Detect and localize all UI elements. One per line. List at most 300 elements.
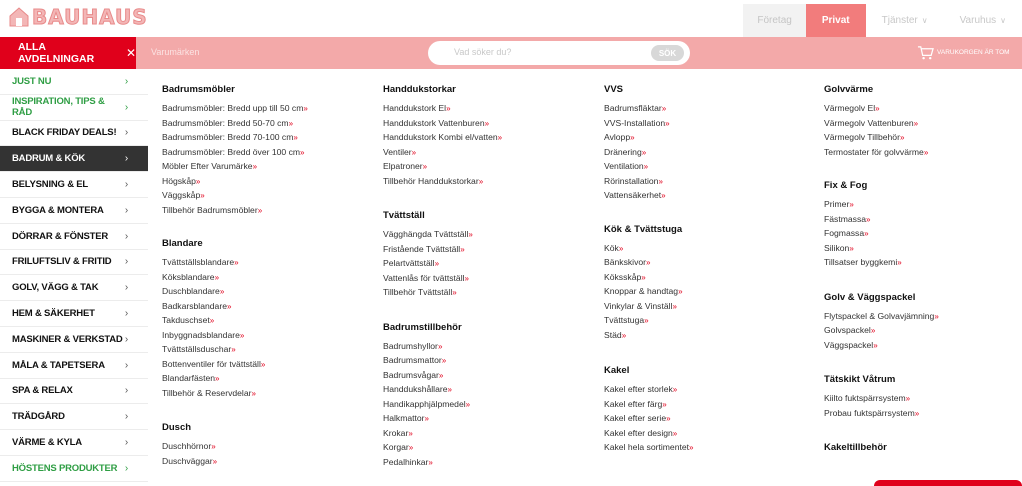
menu-link-label: Pelartvättställ (383, 258, 435, 268)
chevron-right-icon: › (124, 308, 128, 320)
menu-link[interactable] (162, 175, 372, 190)
double-chevron-icon: » (643, 162, 649, 171)
menu-link-label: Handdukshållare (383, 384, 448, 394)
menu-link-label: Avlopp (604, 132, 631, 142)
menu-link[interactable] (383, 286, 593, 301)
menu-section (824, 180, 1022, 271)
cart-label: VARUKORGEN ÄR TOM (937, 49, 1010, 56)
menu-link-label: Ventiler (383, 146, 412, 157)
menu-link-label: Dränering (604, 146, 642, 157)
double-chevron-icon: » (899, 133, 905, 142)
menu-column (162, 79, 372, 469)
menu-link[interactable] (383, 427, 593, 442)
double-chevron-icon: » (672, 385, 678, 394)
house-logo-icon (8, 6, 30, 28)
menu-column (824, 79, 1022, 460)
menu-link[interactable] (162, 300, 372, 315)
menu-link[interactable] (604, 102, 814, 117)
menu-link[interactable] (162, 387, 372, 402)
double-chevron-icon: » (408, 428, 413, 438)
menu-link[interactable] (383, 441, 593, 456)
double-chevron-icon: » (914, 408, 920, 418)
menu-link-label: Köksblandare (162, 271, 215, 282)
menu-section-title[interactable]: Dusch (162, 422, 192, 433)
menu-link-label: Möbler Efter Varumärke (162, 161, 253, 171)
sidebar-item[interactable] (0, 95, 148, 121)
menu-section-title[interactable]: Handdukstorkar (383, 84, 456, 95)
sidebar-item-label: FRILUFTSLIV & FRITID (12, 256, 112, 268)
double-chevron-icon: » (646, 258, 651, 267)
double-chevron-icon: » (303, 104, 308, 113)
menu-link-label: Blandarfästen (162, 373, 216, 383)
menu-link[interactable] (604, 329, 814, 344)
menu-section (604, 224, 814, 344)
menu-section (604, 84, 814, 204)
chevron-right-icon: › (124, 282, 128, 294)
double-chevron-icon: » (215, 374, 220, 383)
menu-section (604, 365, 814, 456)
menu-link[interactable] (604, 285, 814, 300)
sidebar-item[interactable] (0, 430, 148, 456)
search-input[interactable]: Vad söker du? (454, 47, 512, 57)
double-chevron-icon: » (422, 162, 428, 171)
double-chevron-icon: » (252, 162, 258, 171)
menu-link-label: Kiilto fuktspärrsystem (824, 393, 906, 403)
menu-link[interactable] (383, 160, 593, 175)
menu-section (162, 238, 372, 401)
sidebar-item-label: BELYSNING & EL (12, 179, 89, 191)
double-chevron-icon: » (300, 147, 305, 157)
menu-link[interactable] (162, 271, 372, 286)
menu-link[interactable] (162, 343, 372, 358)
menu-link[interactable] (824, 213, 1022, 228)
sidebar-item[interactable] (0, 301, 148, 327)
top-navigation (743, 4, 1022, 37)
menu-link-label: Värmegolv El (824, 103, 876, 113)
double-chevron-icon: » (434, 259, 440, 268)
menu-link[interactable] (383, 456, 593, 471)
menu-link-label: Takduschset (162, 315, 210, 325)
double-chevron-icon: » (866, 214, 871, 224)
menu-section (162, 84, 372, 218)
menu-link[interactable] (604, 160, 814, 175)
category-bar (0, 37, 1022, 69)
double-chevron-icon: » (641, 272, 646, 282)
sidebar-item-label: INSPIRATION, TIPS & RÅD (12, 96, 105, 119)
menu-link-label: Badkarsblandare (162, 300, 227, 311)
double-chevron-icon: » (497, 133, 503, 142)
menu-link-label: Tvättstuga (604, 315, 645, 325)
double-chevron-icon: » (897, 258, 902, 267)
top-bar (0, 0, 1022, 37)
menu-link-label: Ventilation (604, 161, 644, 171)
double-chevron-icon: » (437, 341, 443, 351)
double-chevron-icon: » (678, 287, 683, 296)
menu-link[interactable] (383, 383, 593, 398)
sidebar-item-label: JUST NU (12, 75, 52, 87)
search-box[interactable] (428, 41, 690, 65)
menu-link[interactable] (604, 271, 814, 286)
menu-link-label: Kakel efter storlek (604, 384, 673, 394)
sidebar-item-label: BADRUM & KÖK (12, 153, 86, 165)
menu-section-title[interactable]: Blandare (162, 238, 203, 249)
menu-link[interactable] (604, 427, 814, 442)
chevron-down-icon: ∨ (921, 16, 928, 25)
menu-link-label: Badrumsmöbler: Bredd 70-100 cm (162, 132, 294, 142)
menu-link-label: Bottenventiler för tvättställ (162, 358, 261, 369)
chevron-right-icon: › (124, 333, 128, 345)
double-chevron-icon: » (293, 133, 298, 142)
sidebar-item[interactable] (0, 379, 148, 405)
menu-link[interactable] (383, 340, 593, 355)
menu-link-label: Badrumshyllor (383, 340, 438, 351)
menu-link-label: Kakel hela sortimentet (604, 442, 690, 452)
chevron-right-icon: › (124, 385, 128, 397)
menu-link[interactable] (604, 175, 814, 190)
double-chevron-icon: » (460, 244, 465, 254)
menu-link-label: Väggskåp (162, 190, 201, 200)
chevron-right-icon: › (124, 179, 128, 191)
chevron-right-icon: › (124, 101, 128, 113)
sidebar-item-label: HEM & SÄKERHET (12, 308, 95, 320)
topnav-foretag[interactable] (743, 4, 805, 37)
cart-button[interactable] (917, 44, 1010, 61)
double-chevron-icon: » (672, 428, 678, 438)
menu-link-label: Vägghängda Tvättställ (383, 229, 469, 239)
menu-link-label: Badrumsfläktar (604, 103, 662, 113)
topnav-label: Privat (821, 15, 850, 26)
sidebar-item-label: TRÄDGÅRD (12, 411, 65, 423)
double-chevron-icon: » (288, 118, 294, 128)
menu-link-label: Elpatroner (383, 161, 423, 171)
menu-section-title[interactable]: VVS (604, 84, 624, 95)
double-chevron-icon: » (212, 456, 218, 466)
brands-link[interactable]: Varumärken (151, 47, 200, 57)
double-chevron-icon: » (231, 345, 236, 354)
menu-link[interactable] (604, 300, 814, 315)
sidebar-item-label: HÖSTENS PRODUKTER (12, 462, 118, 474)
menu-link[interactable] (604, 383, 814, 398)
menu-section-title[interactable]: Fix & Fog (824, 180, 868, 191)
double-chevron-icon: » (468, 230, 473, 239)
double-chevron-icon: » (661, 191, 666, 200)
double-chevron-icon: » (630, 133, 635, 142)
menu-section (824, 442, 1022, 455)
menu-link[interactable] (383, 257, 593, 272)
menu-link-label: Handdukstork Vattenburen (383, 117, 485, 128)
menu-link-label: Värmegolv Tillbehör (824, 132, 900, 142)
menu-link-label: Fästmassa (824, 213, 867, 224)
menu-link-label: Vattensäkerhet (604, 190, 662, 200)
sidebar-item[interactable] (0, 224, 148, 250)
double-chevron-icon: » (200, 191, 205, 200)
menu-link[interactable] (383, 354, 593, 369)
chevron-right-icon: › (124, 153, 128, 165)
double-chevron-icon: » (219, 287, 225, 296)
menu-link[interactable] (383, 131, 593, 146)
menu-link[interactable] (604, 117, 814, 132)
menu-link-label: Tvättställsduschar (162, 344, 232, 354)
menu-link-label: Silikon (824, 242, 850, 253)
menu-link-label: Vattenlås för tvättställ (383, 272, 465, 283)
topnav-varuhus[interactable] (944, 4, 1022, 37)
close-icon[interactable]: ✕ (125, 46, 136, 60)
menu-link-label: Handdukstork El (383, 103, 447, 113)
menu-link[interactable] (824, 256, 1022, 271)
menu-link[interactable] (162, 204, 372, 219)
chevron-right-icon: › (124, 127, 128, 139)
double-chevron-icon: » (452, 288, 457, 297)
menu-link[interactable] (383, 412, 593, 427)
menu-link[interactable] (162, 314, 372, 329)
menu-link-label: Köksskåp (604, 271, 642, 282)
menu-link-label: Kakel efter färg (604, 398, 663, 409)
double-chevron-icon: » (662, 399, 667, 409)
sidebar-item-label: DÖRRAR & FÖNSTER (12, 230, 109, 242)
double-chevron-icon: » (446, 104, 451, 113)
menu-link-label: Högskåp (162, 175, 196, 186)
menu-link[interactable] (824, 227, 1022, 242)
double-chevron-icon: » (464, 273, 469, 283)
double-chevron-icon: » (465, 399, 471, 409)
menu-link[interactable] (604, 189, 814, 204)
chevron-right-icon: › (124, 230, 128, 242)
menu-link-label: Tillsatser byggkemi (824, 257, 898, 267)
sidebar-item[interactable] (0, 404, 148, 430)
menu-link[interactable] (824, 131, 1022, 146)
double-chevron-icon: » (870, 326, 876, 335)
double-chevron-icon: » (251, 388, 256, 398)
menu-link[interactable] (162, 117, 372, 132)
chevron-down-icon: ∨ (1000, 16, 1006, 25)
double-chevron-icon: » (621, 330, 627, 340)
menu-link[interactable] (824, 392, 1022, 407)
double-chevron-icon: » (641, 147, 647, 157)
menu-link-label: Städ (604, 329, 622, 340)
chevron-right-icon: › (124, 437, 128, 449)
menu-column (383, 79, 593, 470)
double-chevron-icon: » (923, 147, 929, 157)
menu-link[interactable] (162, 102, 372, 117)
menu-section (824, 374, 1022, 421)
double-chevron-icon: » (211, 442, 216, 451)
menu-section-title[interactable]: Badrumstillbehör (383, 321, 462, 333)
menu-link[interactable] (604, 412, 814, 427)
menu-link-label: Duschhörnor (162, 441, 212, 451)
brand-name: BAUHAUS (32, 5, 148, 29)
double-chevron-icon: » (214, 272, 220, 282)
menu-section-title[interactable]: Golvvärme (824, 84, 874, 95)
menu-link-label: Bänkskivor (604, 257, 647, 267)
sidebar-item-label: BLACK FRIDAY DEALS! (12, 127, 117, 139)
menu-link-label: Badrumsmöbler: Bredd 50-70 cm (162, 117, 289, 128)
menu-link[interactable] (162, 440, 372, 455)
menu-link[interactable] (383, 102, 593, 117)
sidebar-item[interactable] (0, 275, 148, 301)
double-chevron-icon: » (934, 311, 939, 321)
menu-link[interactable] (824, 407, 1022, 422)
sidebar-item[interactable] (0, 327, 148, 353)
chevron-right-icon: › (124, 462, 128, 474)
menu-link-label: Termostater för golvvärme (824, 146, 924, 157)
double-chevron-icon: » (661, 104, 667, 113)
menu-link-label: Krokar (383, 427, 409, 438)
all-departments-label: ALLA AVDELNINGAR (18, 41, 95, 65)
sidebar-item-label: MÅLA & TAPETSERA (12, 359, 105, 371)
menu-section (162, 422, 372, 469)
double-chevron-icon: » (438, 370, 444, 380)
menu-link[interactable] (604, 146, 814, 161)
menu-link-label: Duschblandare (162, 286, 220, 296)
double-chevron-icon: » (441, 356, 447, 365)
menu-link[interactable] (824, 242, 1022, 257)
menu-link-label: Tillbehör Tvättställ (383, 287, 453, 297)
double-chevron-icon: » (408, 443, 414, 452)
menu-link[interactable] (824, 102, 1022, 117)
menu-link[interactable] (824, 324, 1022, 339)
chat-widget[interactable] (874, 480, 1022, 486)
menu-link[interactable] (162, 160, 372, 175)
double-chevron-icon: » (644, 316, 649, 325)
sidebar-item[interactable] (0, 456, 148, 482)
menu-link[interactable] (824, 198, 1022, 213)
menu-link-label: Vinkylar & Vinställ (604, 300, 673, 311)
menu-section-title[interactable]: Golv & Väggspackel (824, 291, 916, 303)
menu-link-label: Kakel efter design (604, 427, 673, 438)
double-chevron-icon: » (195, 176, 201, 186)
topnav-tjanster[interactable] (866, 4, 944, 37)
sidebar-item[interactable] (0, 250, 148, 276)
topnav-label: Tjänster (881, 15, 918, 26)
menu-link[interactable] (824, 310, 1022, 325)
menu-link[interactable] (604, 314, 814, 329)
menu-link[interactable] (383, 398, 593, 413)
sidebar-item[interactable] (0, 146, 148, 172)
double-chevron-icon: » (875, 104, 880, 113)
double-chevron-icon: » (484, 118, 490, 128)
menu-link-label: VVS-Installation (604, 117, 666, 128)
menu-link-label: Tillbehör Handdukstorkar (383, 175, 479, 186)
sidebar-item[interactable] (0, 198, 148, 224)
menu-link[interactable] (383, 243, 593, 258)
double-chevron-icon: » (226, 301, 232, 311)
menu-section-title[interactable]: Badrumsmöbler (162, 84, 235, 95)
menu-link[interactable] (604, 131, 814, 146)
menu-section (383, 210, 593, 301)
double-chevron-icon: » (665, 118, 670, 128)
menu-link[interactable] (604, 256, 814, 271)
double-chevron-icon: » (478, 176, 484, 186)
menu-link-label: Badrumsvågar (383, 369, 439, 380)
menu-link[interactable] (383, 175, 593, 190)
menu-link-label: Tillbehör & Reservdelar (162, 387, 252, 398)
double-chevron-icon: » (209, 316, 215, 325)
menu-link-label: Knoppar & handtag (604, 286, 679, 296)
menu-link[interactable] (383, 146, 593, 161)
menu-link[interactable] (383, 228, 593, 243)
menu-link-label: Badrumsmöbler: Bredd upp till 50 cm (162, 103, 304, 113)
chevron-right-icon: › (124, 411, 128, 423)
menu-link[interactable] (162, 131, 372, 146)
double-chevron-icon: » (905, 394, 911, 403)
menu-link-label: Golvspackel (824, 325, 871, 335)
menu-link-label: Inbyggnadsblandare (162, 329, 240, 340)
menu-link[interactable] (162, 372, 372, 387)
double-chevron-icon: » (234, 258, 239, 267)
double-chevron-icon: » (666, 414, 671, 423)
menu-link[interactable] (383, 272, 593, 287)
double-chevron-icon: » (424, 414, 429, 423)
menu-link-label: Flytspackel & Golvavjämning (824, 310, 935, 321)
chevron-right-icon: › (124, 204, 128, 216)
sidebar-item[interactable] (0, 353, 148, 379)
sidebar-item-label: BYGGA & MONTERA (12, 204, 104, 216)
double-chevron-icon: » (849, 243, 854, 253)
menu-link[interactable] (162, 256, 372, 271)
department-sidebar (0, 69, 148, 482)
menu-link-label: Rörinstallation (604, 175, 659, 186)
menu-link[interactable] (824, 146, 1022, 161)
menu-section-title[interactable]: Kakel (604, 365, 630, 376)
chevron-right-icon: › (124, 256, 128, 268)
menu-link[interactable] (824, 117, 1022, 132)
menu-link[interactable] (604, 441, 814, 456)
menu-link[interactable] (162, 358, 372, 373)
chevron-right-icon: › (124, 75, 128, 87)
menu-link-label: Kök (604, 242, 619, 253)
double-chevron-icon: » (447, 385, 452, 394)
topnav-label: Företag (757, 15, 792, 26)
menu-link[interactable] (824, 339, 1022, 354)
menu-section (383, 84, 593, 189)
menu-link-label: Väggspackel (824, 339, 874, 350)
sidebar-item[interactable] (0, 172, 148, 198)
menu-section (824, 84, 1022, 160)
sidebar-item[interactable] (0, 121, 148, 147)
double-chevron-icon: » (689, 443, 694, 452)
menu-section-title[interactable]: Tvättställ (383, 210, 425, 221)
menu-link-label: Probau fuktspärrsystem (824, 407, 915, 418)
menu-link[interactable] (383, 369, 593, 384)
menu-section-title[interactable]: Kakeltillbehör (824, 442, 887, 453)
menu-section-title[interactable]: Kök & Tvättstuga (604, 223, 683, 235)
menu-link-label: Tillbehör Badrumsmöbler (162, 204, 258, 215)
double-chevron-icon: » (618, 243, 624, 253)
search-button[interactable]: SÖK (651, 45, 684, 61)
sidebar-item-label: VÄRME & KYLA (12, 437, 82, 449)
bauhaus-logo[interactable] (8, 5, 148, 29)
topnav-privat[interactable] (806, 4, 866, 37)
menu-link[interactable] (162, 146, 372, 161)
double-chevron-icon: » (239, 330, 245, 340)
menu-link[interactable] (162, 329, 372, 344)
double-chevron-icon: » (260, 359, 266, 369)
menu-link[interactable] (604, 242, 814, 257)
menu-link[interactable] (162, 285, 372, 300)
menu-link[interactable] (162, 189, 372, 204)
sidebar-item-label: SPA & RELAX (12, 385, 73, 397)
menu-link[interactable] (383, 117, 593, 132)
sidebar-item[interactable] (0, 69, 148, 95)
sidebar-item-label: MASKINER & VERKSTAD (12, 333, 123, 345)
all-departments-button[interactable] (0, 37, 136, 69)
menu-section-title[interactable]: Tätskikt Våtrum (824, 374, 896, 385)
menu-link[interactable] (162, 455, 372, 470)
menu-link[interactable] (604, 398, 814, 413)
double-chevron-icon: » (864, 229, 869, 238)
double-chevron-icon: » (257, 205, 263, 215)
double-chevron-icon: » (913, 118, 919, 128)
